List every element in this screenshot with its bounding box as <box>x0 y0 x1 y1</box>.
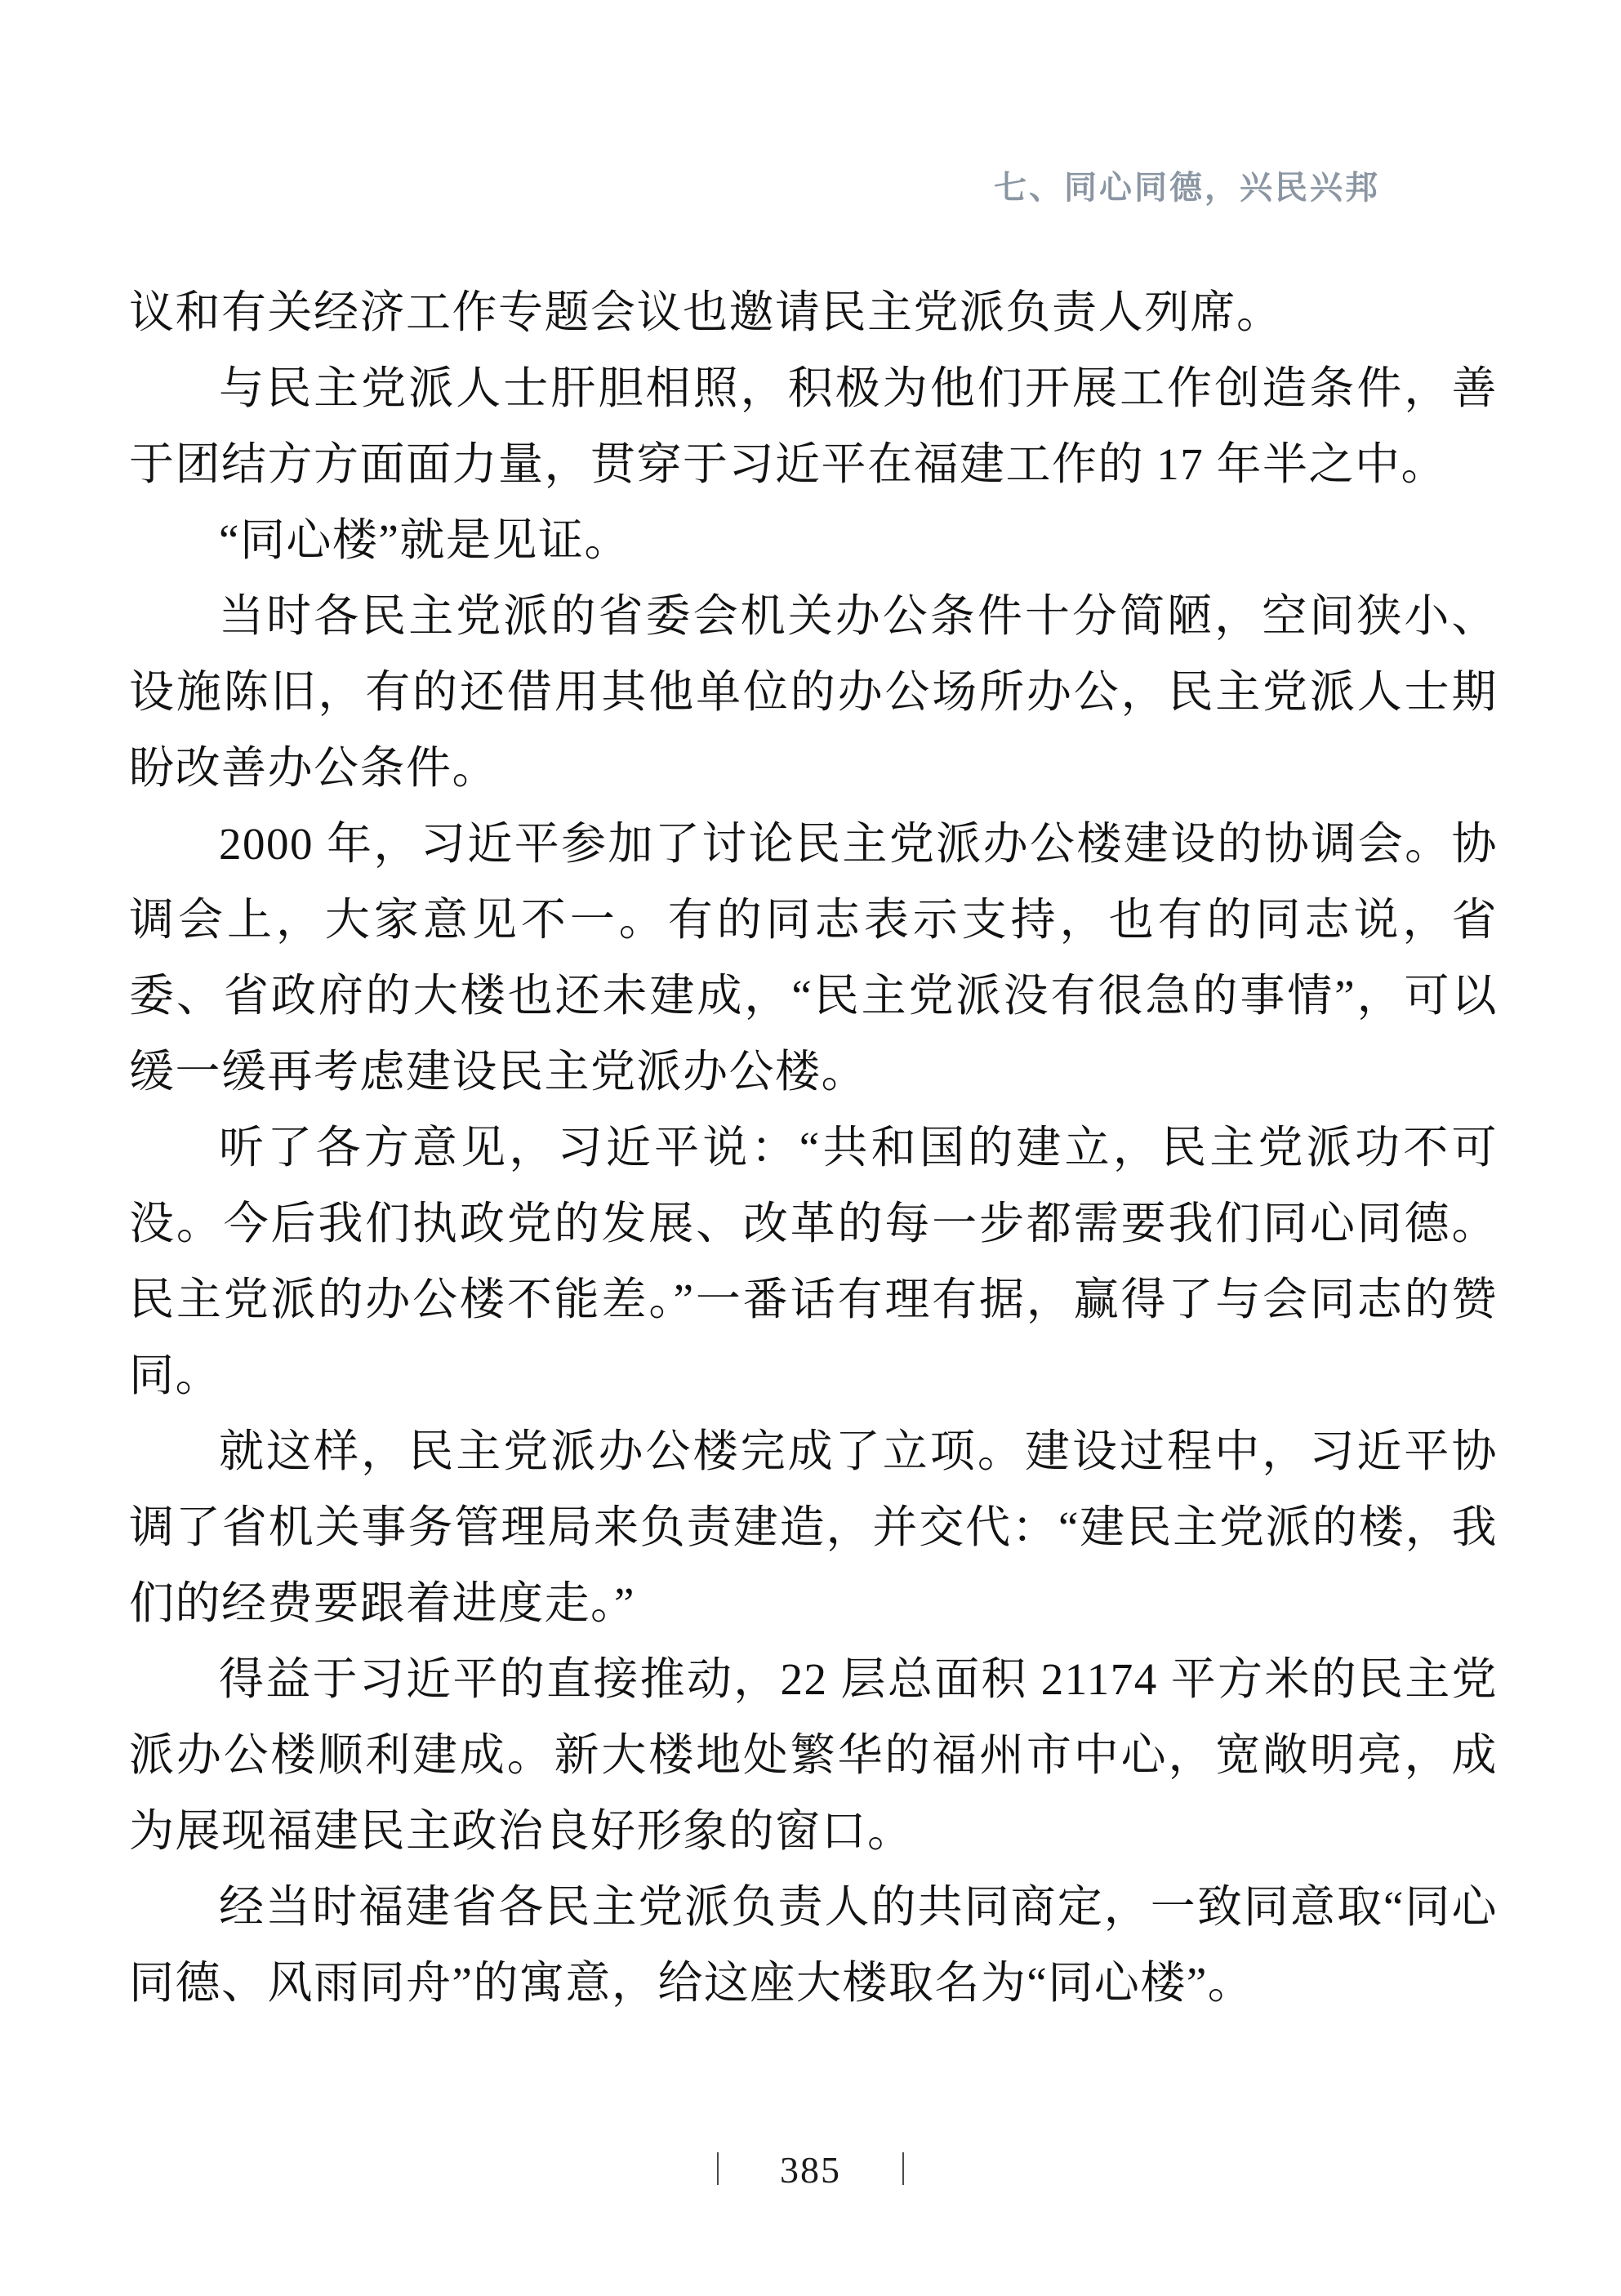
paragraph: 得益于习近平的直接推动，22 层总面积 21174 平方米的民主党派办公楼顺利建成。新大楼地处繁华的福州市中心，宽敞明亮，成为展现福建民主政治良好形象的窗口。 <box>129 1654 1498 1856</box>
footer-bar-left: ｜ <box>701 2151 734 2188</box>
paragraph: 就这样，民主党派办公楼完成了立项。建设过程中，习近平协调了省机关事务管理局来负责建造，并交代：“建民主党派的楼，我们的经费要跟着进度走。” <box>129 1426 1498 1628</box>
body-text <box>129 274 1498 2021</box>
running-head-chapter-title: 七、同心同德，兴民兴邦 <box>994 169 1380 207</box>
page-number: 385 <box>780 2149 841 2191</box>
paragraph: 议和有关经济工作专题会议也邀请民主党派负责人列席。 <box>129 287 1283 337</box>
footer-bar-right: ｜ <box>887 2151 920 2188</box>
paragraph: “同心楼”就是见证。 <box>219 515 630 565</box>
paragraph: 当时各民主党派的省委会机关办公条件十分简陋，空间狭小、设施陈旧，有的还借用其他单位的办公场所办公，民主党派人士期盼改善办公条件。 <box>129 591 1498 793</box>
paragraph: 2000 年，习近平参加了讨论民主党派办公楼建设的协调会。协调会上，大家意见不一。有的同志表示支持，也有的同志说，省委、省政府的大楼也还未建成，“民主党派没有很急的事情”，可以缓一缓再考虑建设民主党派办公楼。 <box>129 819 1498 1097</box>
paragraph: 经当时福建省各民主党派负责人的共同商定，一致同意取“同心同德、风雨同舟”的寓意，给这座大楼取名为“同心楼”。 <box>129 1882 1498 2008</box>
paragraph: 听了各方意见，习近平说：“共和国的建立，民主党派功不可没。今后我们执政党的发展、改革的每一步都需要我们同心同德。民主党派的办公楼不能差。”一番话有理有据，赢得了与会同志的赞同。 <box>129 1123 1498 1400</box>
paragraph: 与民主党派人士肝胆相照，积极为他们开展工作创造条件，善于团结方方面面力量，贯穿于习近平在福建工作的 17 年半之中。 <box>129 363 1498 489</box>
page-footer <box>0 2146 1621 2195</box>
